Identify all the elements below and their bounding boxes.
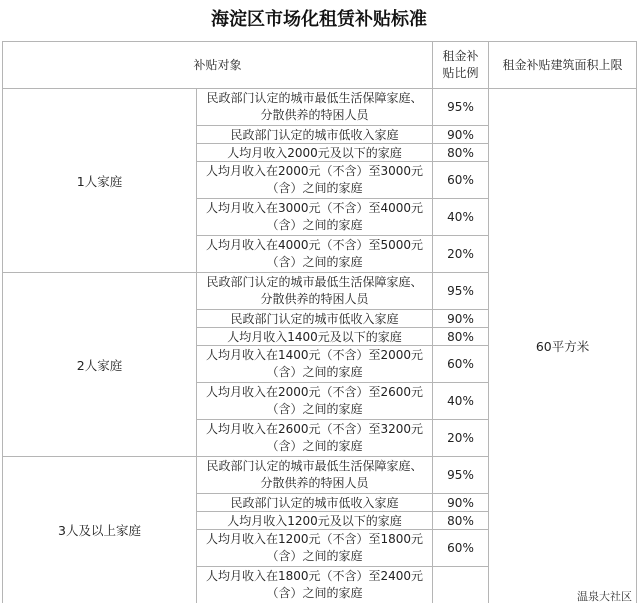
ratio-cell: 95% bbox=[433, 457, 489, 494]
area-limit-cell: 60平方米 bbox=[489, 89, 637, 604]
criteria-line: 民政部门认定的城市最低生活保障家庭、 bbox=[206, 91, 423, 105]
criteria-cell bbox=[197, 383, 433, 420]
criteria-line: 人均月收入在4000元（不含）至5000元 bbox=[205, 238, 424, 252]
criteria-line: 人均月收入在1200元（不含）至1800元 bbox=[205, 532, 424, 546]
criteria-line: 人均月收入1200元及以下的家庭 bbox=[227, 513, 402, 528]
criteria-cell bbox=[197, 236, 433, 273]
criteria-cell bbox=[197, 567, 433, 604]
ratio-cell: 60% bbox=[433, 530, 489, 567]
ratio-cell: 80% bbox=[433, 512, 489, 530]
table-row bbox=[3, 89, 637, 126]
criteria-line: 人均月收入在2000元（不含）至2600元 bbox=[205, 385, 424, 399]
table-body bbox=[3, 89, 637, 604]
header-ratio-line1: 租金补 bbox=[442, 49, 479, 63]
ratio-cell: 95% bbox=[433, 273, 489, 310]
header-target: 补贴对象 bbox=[3, 42, 433, 89]
criteria-line: 分散供养的特困人员 bbox=[260, 292, 369, 306]
criteria-line: （含）之间的家庭 bbox=[266, 218, 363, 232]
criteria-line: （含）之间的家庭 bbox=[266, 365, 363, 379]
criteria-line: （含）之间的家庭 bbox=[266, 181, 363, 195]
ratio-cell: 90% bbox=[433, 126, 489, 144]
ratio-cell: 90% bbox=[433, 310, 489, 328]
ratio-cell: 95% bbox=[433, 89, 489, 126]
criteria-cell bbox=[197, 530, 433, 567]
criteria-line: 人均月收入2000元及以下的家庭 bbox=[227, 145, 402, 160]
ratio-cell: 60% bbox=[433, 162, 489, 199]
criteria-cell bbox=[197, 273, 433, 310]
group-name: 1人家庭 bbox=[3, 89, 197, 273]
criteria-line: 分散供养的特困人员 bbox=[260, 476, 369, 490]
ratio-cell: 40% bbox=[433, 383, 489, 420]
criteria-line: 人均月收入1400元及以下的家庭 bbox=[227, 329, 402, 344]
criteria-line: （含）之间的家庭 bbox=[266, 255, 363, 269]
criteria-line: 民政部门认定的城市低收入家庭 bbox=[230, 127, 399, 142]
criteria-line: 人均月收入在1800元（不含）至2400元 bbox=[205, 569, 424, 583]
page-title: 海淀区市场化租赁补贴标准 bbox=[211, 9, 427, 30]
criteria-line: 分散供养的特困人员 bbox=[260, 108, 369, 122]
criteria-cell bbox=[197, 494, 433, 512]
group-name: 3人及以上家庭 bbox=[3, 457, 197, 604]
ratio-cell: 80% bbox=[433, 144, 489, 162]
criteria-cell bbox=[197, 346, 433, 383]
ratio-cell bbox=[433, 567, 489, 604]
criteria-line: 人均月收入在3000元（不含）至4000元 bbox=[205, 201, 424, 215]
header-ratio bbox=[433, 42, 489, 89]
criteria-cell bbox=[197, 144, 433, 162]
criteria-cell bbox=[197, 126, 433, 144]
header-row bbox=[3, 42, 637, 89]
criteria-line: 民政部门认定的城市最低生活保障家庭、 bbox=[206, 459, 423, 473]
header-area: 租金补贴建筑面积上限 bbox=[489, 42, 637, 89]
criteria-line: （含）之间的家庭 bbox=[266, 549, 363, 563]
criteria-cell bbox=[197, 162, 433, 199]
criteria-line: 民政部门认定的城市低收入家庭 bbox=[230, 495, 399, 510]
criteria-line: （含）之间的家庭 bbox=[266, 439, 363, 453]
criteria-line: 人均月收入在2600元（不含）至3200元 bbox=[205, 422, 424, 436]
watermark: 温泉大社区 bbox=[577, 590, 632, 603]
ratio-cell: 40% bbox=[433, 199, 489, 236]
ratio-cell: 20% bbox=[433, 420, 489, 457]
criteria-line: 民政部门认定的城市最低生活保障家庭、 bbox=[206, 275, 423, 289]
criteria-line: 民政部门认定的城市低收入家庭 bbox=[230, 311, 399, 326]
criteria-cell bbox=[197, 199, 433, 236]
ratio-cell: 60% bbox=[433, 346, 489, 383]
criteria-line: （含）之间的家庭 bbox=[266, 586, 363, 600]
criteria-cell bbox=[197, 89, 433, 126]
header-ratio-line2: 贴比例 bbox=[442, 66, 479, 80]
criteria-cell bbox=[197, 457, 433, 494]
criteria-line: 人均月收入在1400元（不含）至2000元 bbox=[205, 348, 424, 362]
criteria-line: 人均月收入在2000元（不含）至3000元 bbox=[205, 164, 424, 178]
ratio-cell: 20% bbox=[433, 236, 489, 273]
group-name: 2人家庭 bbox=[3, 273, 197, 457]
subsidy-table bbox=[2, 41, 637, 603]
criteria-cell bbox=[197, 512, 433, 530]
criteria-cell bbox=[197, 310, 433, 328]
criteria-cell bbox=[197, 328, 433, 346]
ratio-cell: 90% bbox=[433, 494, 489, 512]
criteria-cell bbox=[197, 420, 433, 457]
ratio-cell: 80% bbox=[433, 328, 489, 346]
criteria-line: （含）之间的家庭 bbox=[266, 402, 363, 416]
